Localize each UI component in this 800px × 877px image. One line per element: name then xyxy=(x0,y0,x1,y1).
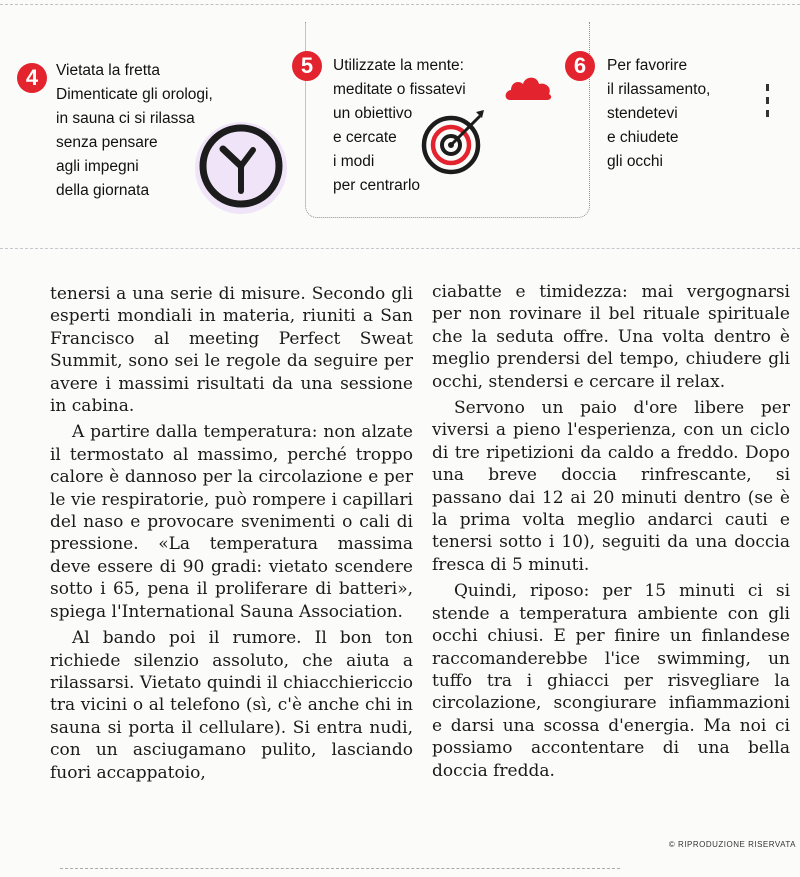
bottom-divider xyxy=(60,868,620,869)
tip-5-line: meditate o fissatevi xyxy=(333,81,466,98)
tip-6-line: stendetevi xyxy=(607,105,678,122)
cloud-icon xyxy=(504,72,554,102)
tip-4-line: senza pensare xyxy=(56,134,158,151)
tip-6-line: e chiudete xyxy=(607,129,679,146)
tip-4-line: della giornata xyxy=(56,182,150,199)
margin-marks xyxy=(764,84,772,124)
copyright-note: © RIPRODUZIONE RISERVATA xyxy=(668,840,796,849)
article-paragraph: A partire dalla temperatura: non alzate il termostato al massimo, perché troppo calore è dannoso per la circolazione e per le vie respiratorie, può rompere i capillari del naso e provocare svenimenti o cali di pressione. «La temperatura massima deve essere di 90 gradi: vietato scendere sotto i 65, pena il proliferare di batteri», spiega l'International Sauna Association. xyxy=(50,422,413,622)
tip-4-line: agli impegni xyxy=(56,158,139,175)
article-paragraph: tenersi a una serie di misure. Secondo gli esperti mondiali in materia, riuniti a San Francisco al meeting Perfect Sweat Summit, sono sei le regole da seguire per avere i massimi risultati da una sessione in cabina. xyxy=(50,284,413,417)
article-column-right xyxy=(432,281,790,782)
tip-6-line: gli occhi xyxy=(607,153,663,170)
top-divider xyxy=(0,4,800,5)
tip-5-line: Utilizzate la mente: xyxy=(333,57,464,74)
tip-5-number-badge xyxy=(292,51,322,81)
tip-6-line: Per favorire xyxy=(607,57,688,74)
article-paragraph: Quindi, riposo: per 15 minuti ci si stende a temperatura ambiente con gli occhi chiusi. E per finire un finlandese raccomanderebbe l'ice swimming, un tuffo tra i ghiacci per risvegliare la circolazione, scongiurare infiammazioni e darsi una scossa d'energia. Ma noi ci possiamo accontentare di una bella doccia fredda. xyxy=(432,581,790,781)
tip-4-number: 4 xyxy=(25,65,39,90)
article-paragraph: Servono un paio d'ore libere per viversi a pieno l'esperienza, con un ciclo di tre ripetizioni da caldo a freddo. Dopo una breve doccia rinfrescante, si passano dai 12 ai 20 minuti dentro (se è la prima volta meglio andarci cauti e tenersi sotto i 10), seguiti da una doccia fresca di 5 minuti. xyxy=(432,398,790,575)
article-column-left xyxy=(50,283,413,784)
tip-6-text xyxy=(607,54,710,174)
tip-5-line: per centrarlo xyxy=(333,177,421,194)
tip-5-line: e cercate xyxy=(333,129,397,146)
tip-5-number: 5 xyxy=(300,53,314,78)
tip-4-number-badge xyxy=(17,63,47,93)
clock-icon xyxy=(195,119,295,219)
target-icon xyxy=(418,108,490,176)
tip-4-line: Vietata la fretta xyxy=(56,62,160,79)
tip-5-line: un obiettivo xyxy=(333,105,413,122)
tip-5-line: i modi xyxy=(333,153,375,170)
article-paragraph: ciabatte e timidezza: mai vergognarsi per non rovinare il bel rituale spirituale che la seduta offre. Una volta dentro è meglio prendersi del tempo, chiudere gli occhi, stendersi e cercare il relax. xyxy=(432,282,790,392)
section-divider xyxy=(0,248,800,249)
tip-6-line: il rilassamento, xyxy=(607,81,711,98)
tip-6-number: 6 xyxy=(573,53,587,78)
tip-6-number-badge xyxy=(565,51,595,81)
tip-4-text xyxy=(56,59,213,203)
tip-4-line: Dimenticate gli orologi, xyxy=(56,86,213,103)
article-paragraph: Al bando poi il rumore. Il bon ton richiede silenzio assoluto, che aiuta a rilassarsi. Vietato quindi il chiacchiericcio tra vicini o al telefono (sì, c'è anche chi in sauna si porta il cellulare). Si entra nudi, con un asciugamano pulito, lasciando fuori accappatoio, xyxy=(50,628,413,783)
tip-4-line: in sauna ci si rilassa xyxy=(56,110,195,127)
